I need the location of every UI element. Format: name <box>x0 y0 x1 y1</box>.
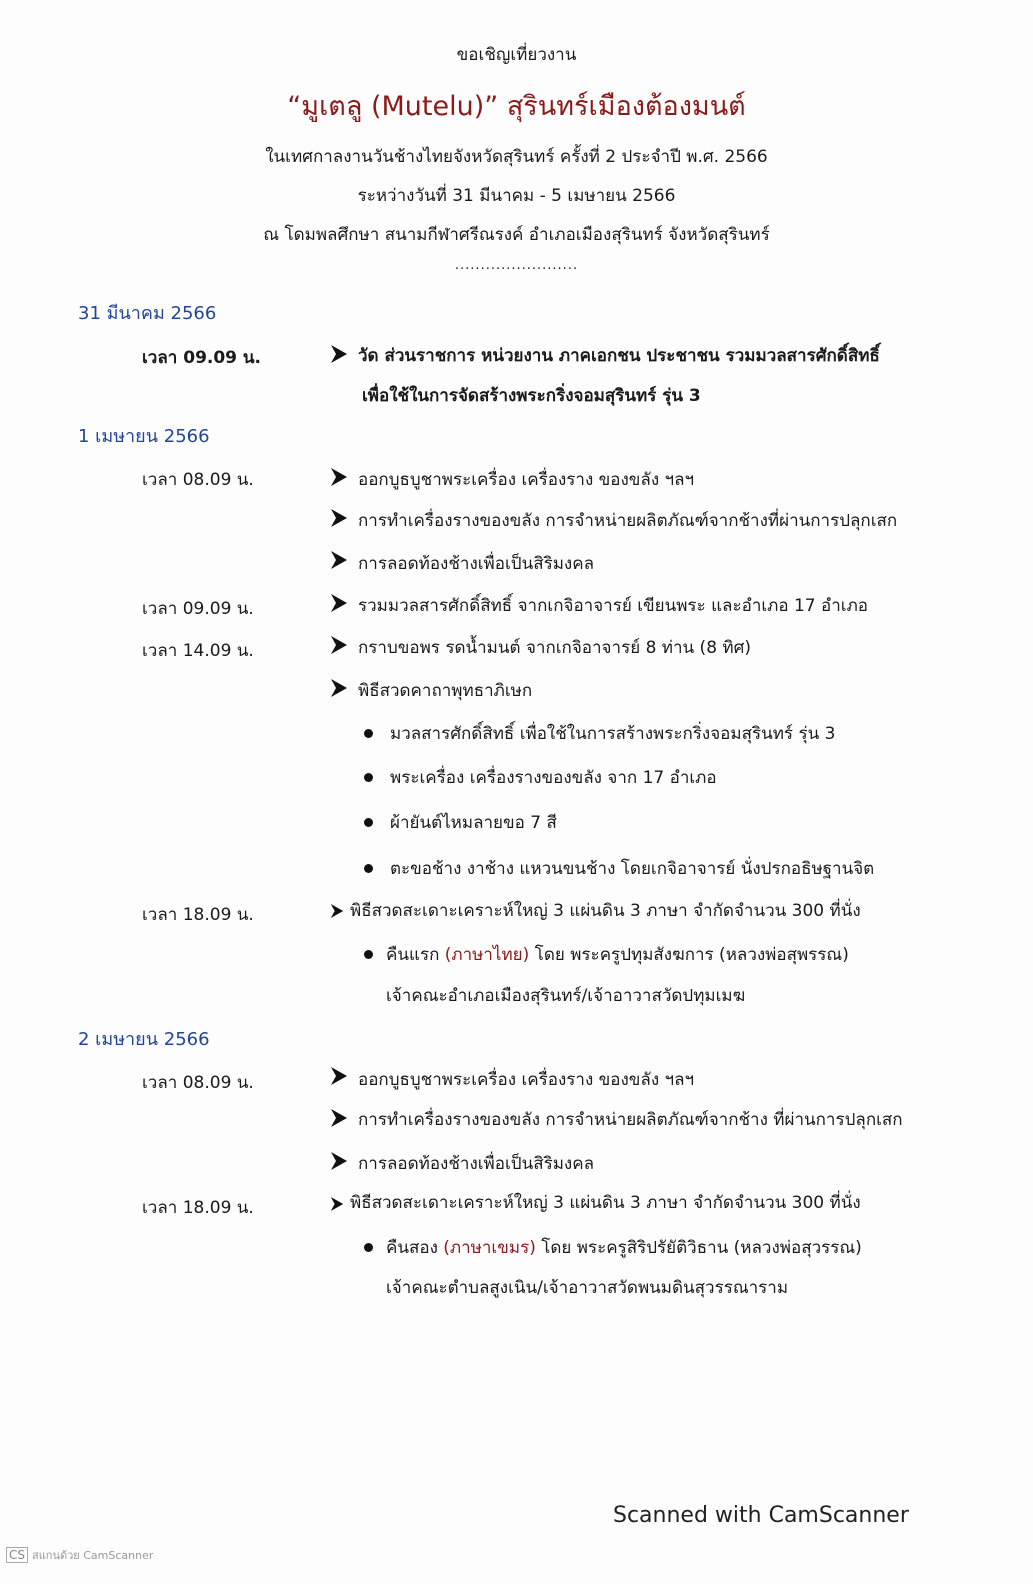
schedule-item: พิธีสวดสะเดาะเคราะห์ใหญ่ 3 แผ่นดิน 3 ภาษา จำกัดจำนวน 300 ที่นั่ง <box>350 901 861 921</box>
dot-bullet-icon <box>364 818 373 827</box>
event-subtitle: ในเทศกาลงานวันช้างไทยจังหวัดสุรินทร์ ครั้งที่ 2 ประจำปี พ.ศ. 2566 <box>265 147 768 167</box>
schedule-item: การทำเครื่องรางของขลัง การจำหน่ายผลิตภัณฑ์จากช้าง ที่ผ่านการปลุกเสก <box>358 1110 903 1130</box>
dot-bullet-icon <box>364 1243 373 1252</box>
sub-item: ผ้ายันต์ไหมลายขอ 7 สี <box>390 813 557 833</box>
time-label: เวลา 08.09 น. <box>142 1073 254 1093</box>
scanner-watermark: Scanned with CamScanner <box>613 1503 909 1528</box>
night-label: คืนแรก <box>386 945 445 965</box>
night-label: คืนสอง <box>386 1238 444 1258</box>
dot-bullet-icon <box>364 950 373 959</box>
schedule-item: การทำเครื่องรางของขลัง การจำหน่ายผลิตภัณฑ์จากช้างที่ผ่านการปลุกเสก <box>358 511 898 531</box>
event-venue: ณ โดมพลศึกษา สนามกีฬาศรีณรงค์ อำเภอเมืองสุรินทร์ จังหวัดสุรินทร์ <box>263 225 770 245</box>
officiant: โดย พระครูปทุมสังฆการ (หลวงพ่อสุพรรณ) <box>529 945 849 965</box>
sub-item: พระเครื่อง เครื่องรางของขลัง จาก 17 อำเภอ <box>390 768 717 788</box>
time-label: เวลา 08.09 น. <box>142 470 254 490</box>
sub-item: มวลสารศักดิ์สิทธิ์ เพื่อใช้ในการสร้างพระกริ่งจอมสุรินทร์ รุ่น 3 <box>390 724 836 744</box>
dot-bullet-icon <box>364 864 373 873</box>
schedule-item: การลอดท้องช้างเพื่อเป็นสิริมงคล <box>358 1154 594 1174</box>
cs-logo-icon: CS <box>6 1547 28 1563</box>
schedule-item: การลอดท้องช้างเพื่อเป็นสิริมงคล <box>358 554 594 574</box>
dot-bullet-icon <box>364 773 373 782</box>
schedule-item: ออกบูธบูชาพระเครื่อง เครื่องราง ของขลัง ฯลฯ <box>358 1070 695 1090</box>
officiant-title: เจ้าคณะตำบลสูงเนิน/เจ้าอาวาสวัดพนมดินสุวรรณาราม <box>386 1278 789 1298</box>
time-label: เวลา 18.09 น. <box>142 1198 254 1218</box>
officiant-title: เจ้าคณะอำเภอเมืองสุรินทร์/เจ้าอาวาสวัดปทุมเมฆ <box>386 986 746 1006</box>
schedule-item: รวมมวลสารศักดิ์สิทธิ์ จากเกจิอาจารย์ เขียนพระ และอำเภอ 17 อำเภอ <box>358 596 869 616</box>
schedule-item-continuation: เพื่อใช้ในการจัดสร้างพระกริ่งจอมสุรินทร์ รุ่น 3 <box>362 386 701 406</box>
dot-bullet-icon <box>364 729 373 738</box>
schedule-item: กราบขอพร รดน้ำมนต์ จากเกจิอาจารย์ 8 ท่าน (8 ทิศ) <box>358 638 752 658</box>
time-label: เวลา 09.09 น. <box>142 599 254 619</box>
time-label: เวลา 09.09 น. <box>142 348 262 368</box>
schedule-item: พิธีสวดสะเดาะเคราะห์ใหญ่ 3 แผ่นดิน 3 ภาษา จำกัดจำนวน 300 ที่นั่ง <box>350 1193 861 1213</box>
schedule-item: วัด ส่วนราชการ หน่วยงาน ภาคเอกชน ประชาชน รวมมวลสารศักดิ์สิทธิ์ <box>358 346 880 366</box>
language-label: (ภาษาเขมร) <box>443 1238 536 1258</box>
date-heading: 31 มีนาคม 2566 <box>78 303 217 324</box>
event-title: “มูเตลู (Mutelu)” สุรินทร์เมืองต้องมนต์ <box>287 91 746 122</box>
event-dates: ระหว่างวันที่ 31 มีนาคม - 5 เมษายน 2566 <box>357 186 676 206</box>
language-label: (ภาษาไทย) <box>444 945 530 965</box>
time-label: เวลา 14.09 น. <box>142 641 254 661</box>
schedule-item: ออกบูธบูชาพระเครื่อง เครื่องราง ของขลัง ฯลฯ <box>358 470 695 490</box>
sub-item: ตะขอช้าง งาช้าง แหวนขนช้าง โดยเกจิอาจารย์ นั่งปรกอธิษฐานจิต <box>390 859 875 879</box>
date-heading: 2 เมษายน 2566 <box>78 1029 210 1050</box>
intro-line: ขอเชิญเที่ยวงาน <box>456 45 577 65</box>
ceremony-night <box>386 1234 862 1261</box>
schedule-item: พิธีสวดคาถาพุทธาภิเษก <box>358 681 533 701</box>
date-heading: 1 เมษายน 2566 <box>78 426 210 447</box>
officiant: โดย พระครูสิริปรัยัติวิธาน (หลวงพ่อสุวรรณ) <box>535 1238 862 1258</box>
separator: ........................ <box>454 258 579 273</box>
camscanner-logo <box>6 1546 153 1564</box>
ceremony-night <box>386 941 849 968</box>
time-label: เวลา 18.09 น. <box>142 905 254 925</box>
cs-logo-text: สแกนด้วย CamScanner <box>32 1549 154 1562</box>
